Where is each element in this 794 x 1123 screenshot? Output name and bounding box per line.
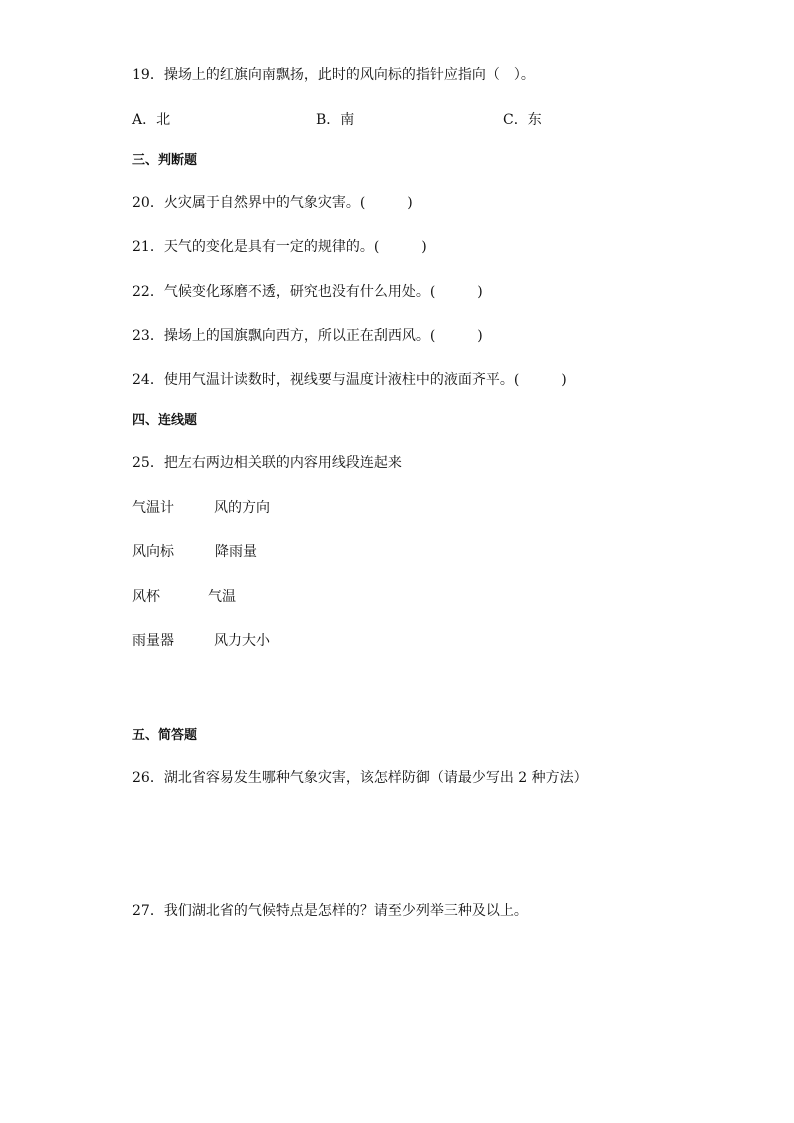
q19-option-b: B．南 (316, 112, 355, 128)
question-19: 19．操场上的红旗向南飘扬，此时的风向标的指针应指向（ ）。 (132, 67, 535, 83)
question-25: 25．把左右两边相关联的内容用线段连起来 (132, 455, 402, 471)
match-left-item: 风杯 (132, 589, 160, 605)
question-20: 20．火灾属于自然界中的气象灾害。( ) (132, 195, 413, 211)
question-23: 23．操场上的国旗飘向西方，所以正在刮西风。( ) (132, 328, 483, 344)
match-left-item: 风向标 (132, 544, 174, 560)
section-heading-match: 四、连线题 (132, 413, 198, 428)
q19-option-a: A．北 (132, 112, 171, 128)
question-21: 21．天气的变化是具有一定的规律的。( ) (132, 239, 427, 255)
match-left-item: 雨量器 (132, 633, 174, 649)
match-left-item: 气温计 (132, 500, 174, 516)
question-22: 22．气候变化琢磨不透，研究也没有什么用处。( ) (132, 284, 483, 300)
section-heading-short-answer: 五、简答题 (132, 728, 198, 743)
question-24: 24．使用气温计读数时，视线要与温度计液柱中的液面齐平。( ) (132, 372, 567, 388)
match-right-item: 降雨量 (215, 544, 257, 560)
section-heading-judge: 三、判断题 (132, 153, 198, 168)
match-right-item: 气温 (208, 589, 236, 605)
question-27: 27．我们湖北省的气候特点是怎样的？请至少列举三种及以上。 (132, 903, 528, 919)
question-26: 26．湖北省容易发生哪种气象灾害，该怎样防御（请最少写出 2 种方法） (132, 770, 588, 786)
match-right-item: 风力大小 (214, 633, 270, 649)
match-right-item: 风的方向 (214, 500, 270, 516)
q19-option-c: C．东 (503, 112, 542, 128)
